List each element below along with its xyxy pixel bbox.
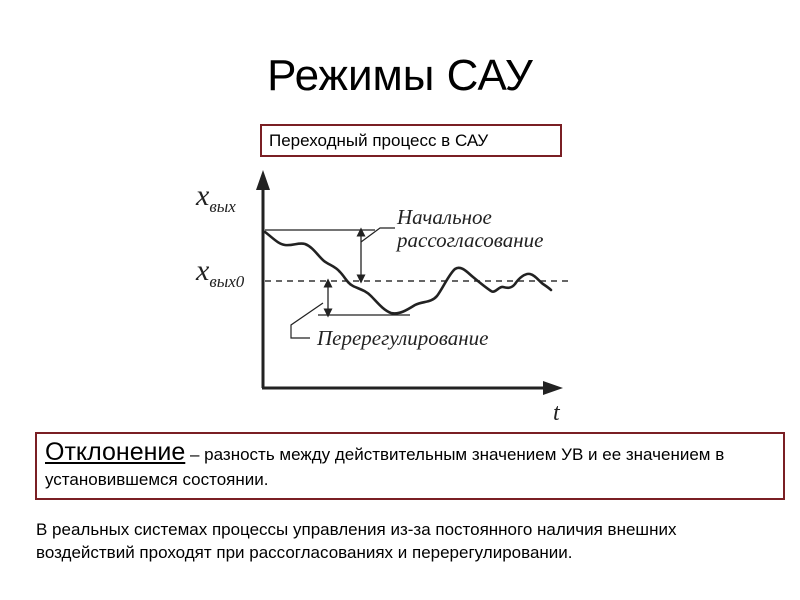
overshoot-label: Перерегулирование bbox=[317, 326, 489, 350]
definition-text: – разность между действительным значением УВ и ее значением в установившемся состоянии. bbox=[45, 445, 725, 489]
initial-mismatch-label-line2: рассогласование bbox=[397, 228, 544, 252]
note-text: В реальных системах процессы управления из-за постоянного наличия внешних воздействий проходят при рассогласованиях и перерегулировании. bbox=[36, 520, 677, 562]
diagram-caption: Переходный процесс в САУ bbox=[260, 124, 562, 157]
y-axis-label-subscript: вых bbox=[209, 197, 236, 216]
y-axis-arrow bbox=[256, 170, 270, 190]
setpoint-label bbox=[195, 254, 245, 291]
definition-box bbox=[35, 432, 785, 500]
slide-title: Режимы САУ bbox=[267, 51, 533, 100]
initial-mismatch-label-line1: Начальное bbox=[397, 205, 492, 229]
y-axis-label bbox=[195, 179, 236, 216]
x-axis-arrow bbox=[543, 381, 563, 395]
definition-term: Отклонение bbox=[45, 438, 186, 466]
setpoint-label-symbol: x bbox=[196, 254, 210, 287]
setpoint-label-subscript: вых0 bbox=[209, 272, 245, 291]
y-axis-label-symbol: x bbox=[196, 179, 210, 212]
transient-process-diagram bbox=[185, 160, 605, 430]
x-axis-label: t bbox=[553, 400, 560, 426]
